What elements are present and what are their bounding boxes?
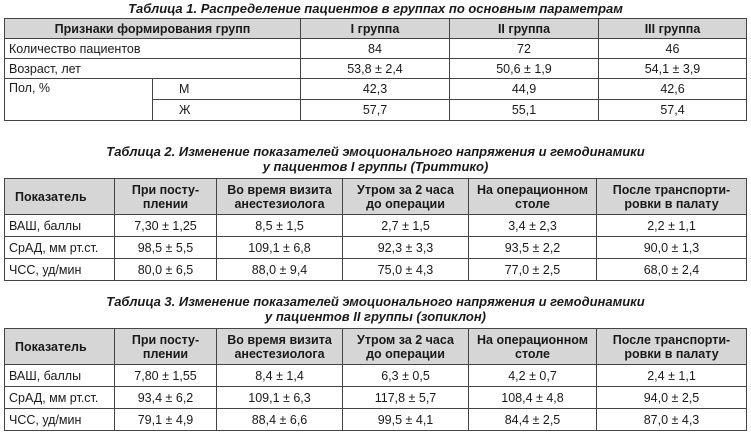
row-sublabel: Ж	[153, 100, 301, 121]
table1-caption: Таблица 1. Распределение пациентов в группах по основным параметрам	[128, 1, 623, 16]
table-row	[5, 259, 747, 281]
cell-value: 92,3 ± 3,3	[343, 237, 469, 259]
table2-header-morning: Утром за 2 часа до операции	[343, 179, 469, 215]
table2-header-indicator: Показатель	[5, 179, 115, 215]
table1-header-criteria: Признаки формирования групп	[5, 19, 301, 39]
cell-value: 68,0 ± 2,4	[597, 259, 747, 281]
cell-value: 90,0 ± 1,3	[597, 237, 747, 259]
table3-caption-line1: Таблица 3. Изменение показателей эмоционального напряжения и гемодинамики	[106, 294, 645, 309]
table1-header-group2: II группа	[450, 19, 599, 39]
cell-value: 7,80 ± 1,55	[115, 365, 217, 387]
cell-value: 42,6	[599, 79, 747, 100]
cell-value: 44,9	[450, 79, 599, 100]
table3-header-table: На операционном столе	[469, 329, 597, 365]
cell-value: 109,1 ± 6,3	[217, 387, 343, 409]
table-row	[5, 365, 747, 387]
cell-value: 84,4 ± 2,5	[469, 409, 597, 431]
cell-value: 46	[599, 39, 747, 59]
cell-value: 75,0 ± 4,3	[343, 259, 469, 281]
cell-value: 54,1 ± 3,9	[599, 59, 747, 79]
table1-header-group1: I группа	[301, 19, 450, 39]
cell-value: 117,8 ± 5,7	[343, 387, 469, 409]
cell-value: 4,2 ± 0,7	[469, 365, 597, 387]
cell-value: 88,4 ± 6,6	[217, 409, 343, 431]
cell-value: 3,4 ± 2,3	[469, 215, 597, 237]
cell-value: 87,0 ± 4,3	[597, 409, 747, 431]
table-row	[5, 237, 747, 259]
table3	[4, 328, 747, 431]
cell-value: 84	[301, 39, 450, 59]
table2-header-visit: Во время визита анестезиолога	[217, 179, 343, 215]
table2-header-admission: При посту- плении	[115, 179, 217, 215]
table3-header-visit: Во время визита анестезиолога	[217, 329, 343, 365]
table-row	[5, 39, 747, 59]
table2-header-ward: После транспорти- ровки в палату	[597, 179, 747, 215]
table3-header-admission: При посту- плении	[115, 329, 217, 365]
cell-value: 93,5 ± 2,2	[469, 237, 597, 259]
cell-value: 8,4 ± 1,4	[217, 365, 343, 387]
row-label: ЧСС, уд/мин	[5, 409, 115, 431]
row-label: ЧСС, уд/мин	[5, 259, 115, 281]
table-row	[5, 79, 747, 100]
table2-caption-line1: Таблица 2. Изменение показателей эмоционального напряжения и гемодинамики	[106, 144, 645, 159]
cell-value: 88,0 ± 9,4	[217, 259, 343, 281]
cell-value: 108,4 ± 4,8	[469, 387, 597, 409]
cell-value: 8,5 ± 1,5	[217, 215, 343, 237]
cell-value: 72	[450, 39, 599, 59]
table1-header-row	[5, 19, 747, 39]
table-row	[5, 215, 747, 237]
table2-caption-line2: у пациентов I группы (Триттико)	[262, 159, 489, 174]
row-label: СрАД, мм рт.ст.	[5, 237, 115, 259]
cell-value: 42,3	[301, 79, 450, 100]
cell-value: 109,1 ± 6,8	[217, 237, 343, 259]
cell-value: 93,4 ± 6,2	[115, 387, 217, 409]
table3-header-indicator: Показатель	[5, 329, 115, 365]
table1-header-group3: III группа	[599, 19, 747, 39]
table-row	[5, 59, 747, 79]
cell-value: 57,7	[301, 100, 450, 121]
table-row	[5, 409, 747, 431]
table2-header-table: На операционном столе	[469, 179, 597, 215]
cell-value: 2,7 ± 1,5	[343, 215, 469, 237]
cell-value: 50,6 ± 1,9	[450, 59, 599, 79]
row-sublabel: М	[153, 79, 301, 100]
table3-header-morning: Утром за 2 часа до операции	[343, 329, 469, 365]
cell-value: 6,3 ± 0,5	[343, 365, 469, 387]
table3-header-row	[5, 329, 747, 365]
table2	[4, 178, 747, 281]
table3-caption	[0, 294, 751, 324]
cell-value: 57,4	[599, 100, 747, 121]
table2-caption	[0, 144, 751, 174]
cell-value: 55,1	[450, 100, 599, 121]
table3-header-ward: После транспорти- ровки в палату	[597, 329, 747, 365]
row-label: Количество пациентов	[5, 39, 301, 59]
table1	[4, 18, 747, 121]
row-label: Возраст, лет	[5, 59, 301, 79]
table-row	[5, 387, 747, 409]
cell-value: 80,0 ± 6,5	[115, 259, 217, 281]
row-label-sex: Пол, %	[5, 79, 153, 121]
cell-value: 7,30 ± 1,25	[115, 215, 217, 237]
cell-value: 77,0 ± 2,5	[469, 259, 597, 281]
cell-value: 2,2 ± 1,1	[597, 215, 747, 237]
cell-value: 79,1 ± 4,9	[115, 409, 217, 431]
row-label: СрАД, мм рт.ст.	[5, 387, 115, 409]
cell-value: 99,5 ± 4,1	[343, 409, 469, 431]
table2-header-row	[5, 179, 747, 215]
row-label: ВАШ, баллы	[5, 215, 115, 237]
table3-caption-line2: у пациентов II группы (зопиклон)	[265, 309, 486, 324]
cell-value: 2,4 ± 1,1	[597, 365, 747, 387]
cell-value: 53,8 ± 2,4	[301, 59, 450, 79]
cell-value: 98,5 ± 5,5	[115, 237, 217, 259]
cell-value: 94,0 ± 2,5	[597, 387, 747, 409]
row-label: ВАШ, баллы	[5, 365, 115, 387]
